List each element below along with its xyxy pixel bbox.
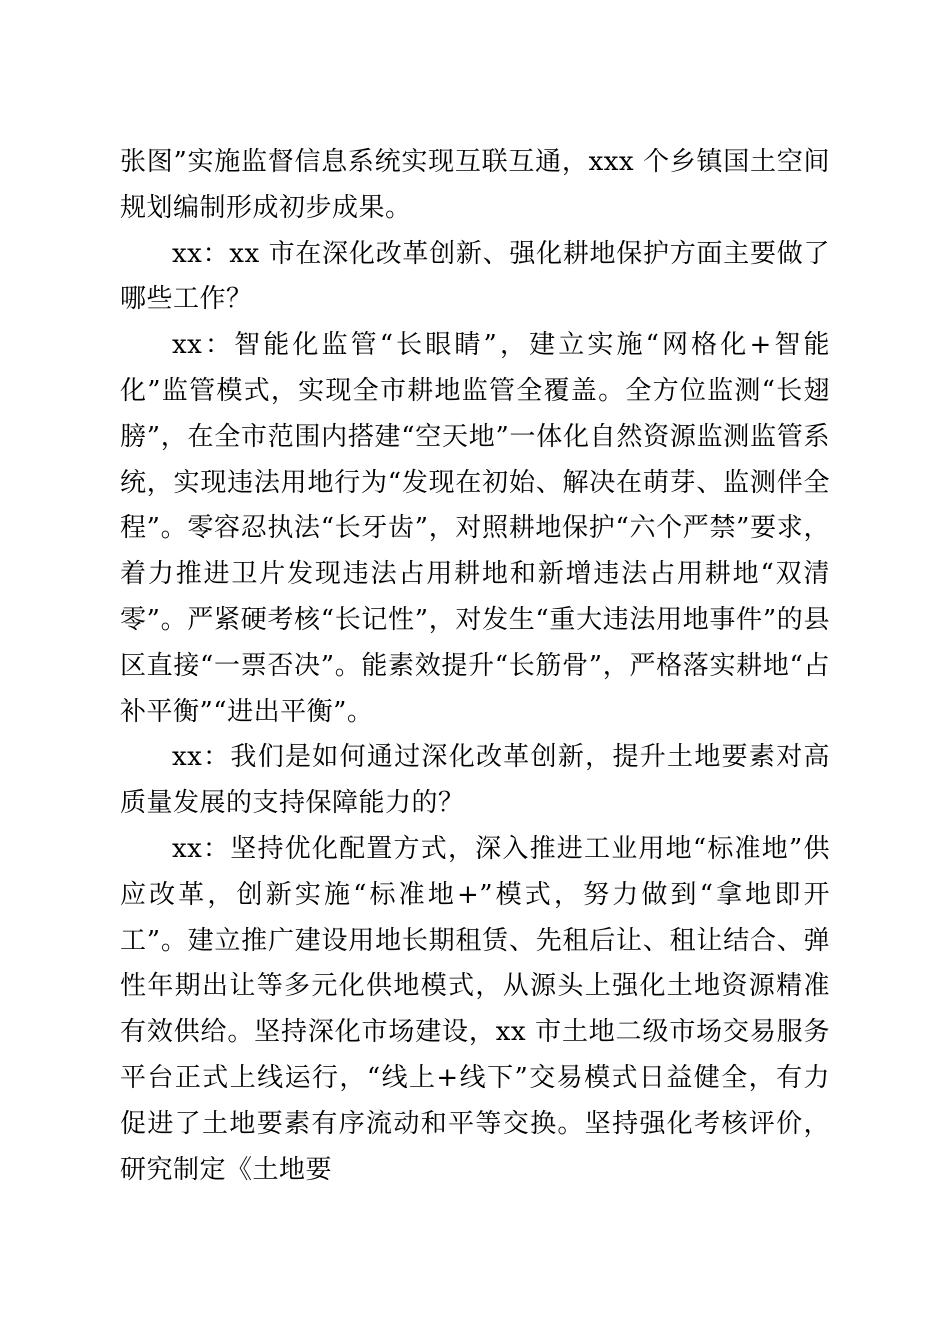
- paragraph-question-1: xx：xx 市在深化改革创新、强化耕地保护方面主要做了哪些工作？: [120, 238, 830, 315]
- paragraph-continuation: 张图”实施监督信息系统实现互联互通，xxx 个乡镇国土空间规划编制形成初步成果。: [120, 147, 830, 223]
- paragraph-answer-2: xx：坚持优化配置方式，深入推进工业用地“标准地”供应改革，创新实施“标准地+”模式，努力做到“拿地即开工”。建立推广建设用地长期租赁、先租后让、租让结合、弹性年期出让等多元化供地模式，从源头上强化土地资源精准有效供给。坚持深化市场建设，xx 市土地二级市场交易服务平台正式上线运行，“线上+线下”交易模式日益健全，有力促进了土地要素有序流动和平等交换。坚持强化考核评价，研究制定《土地要: [120, 833, 830, 1185]
- document-body: [120, 140, 830, 1193]
- paragraph-question-2: xx：我们是如何通过深化改革创新，提升土地要素对高质量发展的支持保障能力的？: [120, 742, 830, 819]
- paragraph-answer-1: xx：智能化监管“长眼睛”，建立实施“网格化+智能化”监管模式，实现全市耕地监管全覆盖。全方位监测“长翅膀”，在全市范围内搭建“空天地”一体化自然资源监测监管系统，实现违法用地行为“发现在初始、解决在萌芽、监测伴全程”。零容忍执法“长牙齿”，对照耕地保护“六个严禁”要求，着力推进卫片发现违法占用耕地和新增违法占用耕地“双清零”。严紧硬考核“长记性”，对发生“重大违法用地事件”的县区直接“一票否决”。能素效提升“长筋骨”，严格落实耕地“占补平衡”“进出平衡”。: [120, 330, 830, 727]
